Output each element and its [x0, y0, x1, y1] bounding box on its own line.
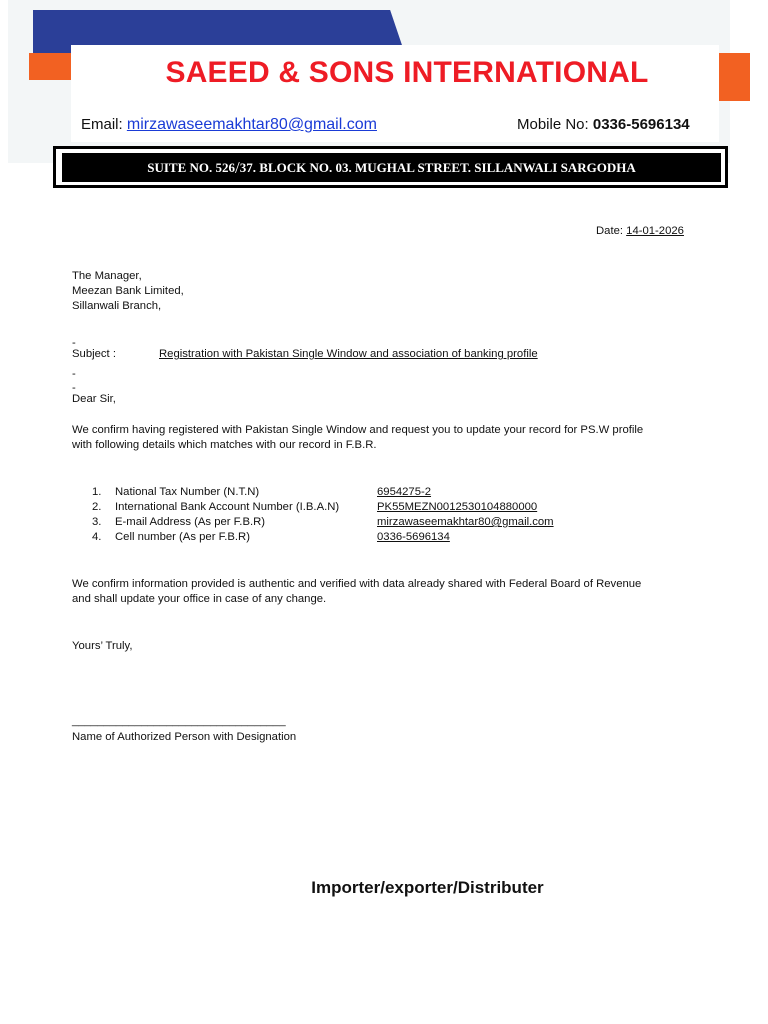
- list-item-value: 6954275-2: [377, 486, 432, 498]
- paragraph-line: and shall update your office in case of any change.: [72, 593, 327, 605]
- subject-label: Subject :: [72, 348, 116, 360]
- paragraph-line: We confirm having registered with Pakistan Single Window and request you to update your record for PS.W profile: [72, 424, 644, 436]
- date-line: [596, 224, 684, 239]
- list-item-value: PK55MEZN0012530104880000: [377, 501, 538, 513]
- address-part-1: SUITE NO. 526: [147, 159, 236, 175]
- list-item-value: mirzawaseemakhtar80@gmail.com: [377, 516, 554, 528]
- company-name: SAEED & SONS INTERNATIONAL: [165, 56, 649, 89]
- address-part-2: 37. BLOCK NO. 03. MUGHAL STREET. SILLANWALI SARGODHA: [239, 159, 636, 175]
- letterhead-orange-block-left: [29, 53, 71, 80]
- address-bar: [62, 153, 721, 182]
- subject-text: Registration with Pakistan Single Window and association of banking profile: [159, 348, 538, 360]
- closing: Yours’ Truly,: [72, 640, 133, 652]
- paragraph-line: with following details which matches with our record in F.B.R.: [72, 439, 377, 451]
- footer-role: Importer/exporter/Distributer: [311, 878, 544, 897]
- email-link[interactable]: mirzawaseemakhtar80@gmail.com: [126, 116, 377, 133]
- separator-dash: -: [72, 368, 76, 380]
- list-item-label: National Tax Number (N.T.N): [115, 486, 260, 498]
- recipient-block: [72, 269, 184, 314]
- signature-line: __________________________________: [72, 715, 286, 727]
- paragraph-line: We confirm information provided is authentic and verified with data already shared with Federal Board of Revenue: [72, 578, 642, 590]
- email-label: Email:: [81, 116, 123, 133]
- recipient-line: The Manager,: [72, 270, 142, 282]
- list-item-value: 0336-5696134: [377, 531, 450, 543]
- recipient-line: Meezan Bank Limited,: [72, 285, 184, 297]
- list-item-number: 4.: [92, 531, 102, 543]
- list-item-number: 2.: [92, 501, 102, 513]
- mobile-number: 0336-5696134: [592, 116, 690, 133]
- date-label: Date:: [596, 225, 624, 237]
- paragraph-intro: [72, 423, 643, 453]
- list-item-number: 3.: [92, 516, 102, 528]
- separator-dash: -: [72, 337, 76, 349]
- mobile-label: Mobile No:: [517, 116, 589, 133]
- list-item-label: E-mail Address (As per F.B.R): [115, 516, 266, 528]
- list-item-label: International Bank Account Number (I.B.A.N): [115, 501, 340, 513]
- email-line: [81, 116, 377, 134]
- recipient-line: Sillanwali Branch,: [72, 300, 162, 312]
- date-value: 14-01-2026: [626, 225, 684, 237]
- salutation: Dear Sir,: [72, 393, 116, 405]
- address-slash: /: [235, 157, 240, 177]
- signature-caption: Name of Authorized Person with Designation: [72, 731, 297, 743]
- list-item-label: Cell number (As per F.B.R): [115, 531, 250, 543]
- list-item-number: 1.: [92, 486, 102, 498]
- paragraph-confirmation: [72, 577, 641, 607]
- mobile-line: [517, 116, 690, 133]
- separator-dash: -: [72, 382, 76, 394]
